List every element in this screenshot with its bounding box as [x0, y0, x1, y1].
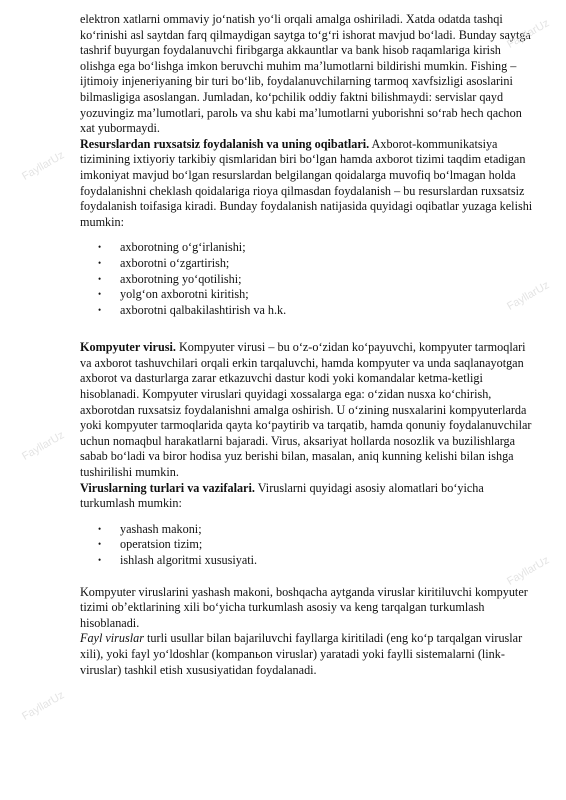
bullet-icon: •	[98, 289, 102, 300]
list-item: • axborotning yo‘qotilishi;	[98, 271, 242, 286]
heading-virus-types: Viruslarning turlari va vazifalari.	[80, 480, 255, 495]
text-computer-virus: Kompyuter virusi – bu o‘z-o‘zidan ko‘payuvchi, kompyuter tarmoqlari va axborot tashuvchilari orqali erkin tarqaluvchi, hamda kompyuter va unda saqlanayotgan axborot va dasturlarga zarar etkazuvchi dastur kodi yoki komandalar ketma-ketligi hisoblanadi. Kompyuter viruslari quyidagi xossalarga ega: o‘zidan nusxa ko‘chirish, axborotdan ruxsatsiz foydalanishni amalga oshirish. U o‘zining nusxalarini kompyuterlarda yoki kompyuter tarmoqlarida qayta ko‘paytirib va tarqatib, hamda qonuniy foydalanuvchilar uchun nomaqbul harakatlarni bajaradi. Virus, aksariyat hollarda nosozlik va buzilishlarga sabab bo‘ladi va biror hodisa yuz berishi bilan, masalan, aniq kunning kelishi bilan ishga tushirilishi mumkin.	[80, 340, 532, 480]
watermark: FayllarUz	[20, 429, 67, 463]
list-item: • ishlash algoritmi xususiyati.	[98, 553, 258, 567]
bullet-icon: •	[98, 555, 102, 565]
document-page	[80, 12, 536, 678]
watermark: FayllarUz	[505, 554, 552, 588]
bullet-icon: •	[98, 273, 102, 284]
heading-unauthorized-access: Resurslardan ruxsatsiz foydalanish va uning oqibatlari.	[80, 136, 370, 151]
heading-computer-virus: Kompyuter virusi.	[80, 340, 176, 355]
paragraph-computer-virus	[80, 340, 536, 480]
classification-list	[80, 522, 536, 569]
bullet-icon: •	[98, 523, 102, 534]
paragraph-file-viruses	[80, 631, 536, 678]
bullet-icon: •	[98, 257, 102, 268]
bullet-icon: •	[98, 304, 102, 315]
term-file-viruses: Fayl viruslar	[80, 631, 144, 646]
watermark: FayllarUz	[20, 149, 67, 183]
text-file-viruses: turli usullar bilan bajariluvchi fayllarga kiritiladi (eng ko‘p tarqalgan viruslar xili), yoki fayl yo‘ldoshlar (kompanьon viruslar) yaratadi yoki faylli sistemalarni (link-viruslar) tashkil etish xususiyatidan foydalanadi.	[80, 631, 523, 677]
list-item: • operatsion tizim;	[98, 537, 203, 552]
consequences-list	[80, 240, 536, 318]
bullet-icon: •	[98, 242, 102, 253]
paragraph-unauthorized-access	[80, 137, 536, 231]
watermark: FayllarUz	[505, 279, 552, 313]
list-item: • yolg‘on axborotni kiritish;	[98, 287, 249, 302]
paragraph-habitat-classification: Kompyuter viruslarini yashash makoni, boshqacha aytganda viruslar kiritiluvchi kompyuter tizimi ob’ektlarining xili bo‘yicha turkumlash asosiy va keng tarqalgan turkumlash hisoblanadi.	[80, 584, 528, 630]
watermark: FayllarUz	[20, 689, 67, 723]
bullet-icon: •	[98, 539, 102, 550]
watermark: FayllarUz	[505, 17, 552, 51]
text-virus-types: Viruslarni quyidagi asosiy alomatlari bo‘yicha turkumlash mumkin:	[80, 480, 484, 511]
paragraph-phishing: elektron xatlarni ommaviy jo‘natish yo‘li orqali amalga oshiriladi. Xatda odatda tashqi ko‘rinishi asl saytdan farq qilmaydigan saytga to‘g‘ri ishorat mavjud bo‘ladi. Bunday saytga tashrif buyurgan foydalanuvchi firibgarga akkauntlar va bank hisob raqamlariga kirish olishga ega bo‘lishga imkon beruvchi muhim ma’lumotlarni bildirishi mumkin. Fishing – ijtimoiy injeneriyaning bir turi bo‘lib, foydalanuvchilarning tarmoq xavfsizligi asoslarini bilmasligiga asoslangan. Jumladan, ko‘pchilik oddiy faktni bilishmaydi: servislar qayd yozuvingiz ma’lumotlari, parolь va shu kabi ma’lumotlarni yuborishni so‘rab hech qachon xat yubormaydi.	[80, 12, 531, 136]
list-item: • axborotning o‘g‘irlanishi;	[98, 240, 246, 255]
text-unauthorized-access: Axborot-kommunikatsiya tizimining ixtiyoriy tarkibiy qismlaridan biri bo‘lgan hamda axborot tizimi taqdim etadigan imkoniyat mavjud bo‘lgan resurslardan belgilangan qoidalarga muvofiq bo‘lmagan holda foydalanishni cheklash qoidalariga rioya qilmasdan foydalanish – bu resurslardan ruxsatsiz foydalanish toifasiga kiradi. Bunday foydalanish natijasida quyidagi oqibatlar yuzaga kelishi mumkin:	[80, 136, 533, 229]
paragraph-virus-types	[80, 481, 536, 512]
list-item: • axborotni qalbakilashtirish va h.k.	[98, 302, 287, 317]
list-item: • yashash makoni;	[98, 521, 202, 536]
list-item: • axborotni o‘zgartirish;	[98, 255, 230, 270]
